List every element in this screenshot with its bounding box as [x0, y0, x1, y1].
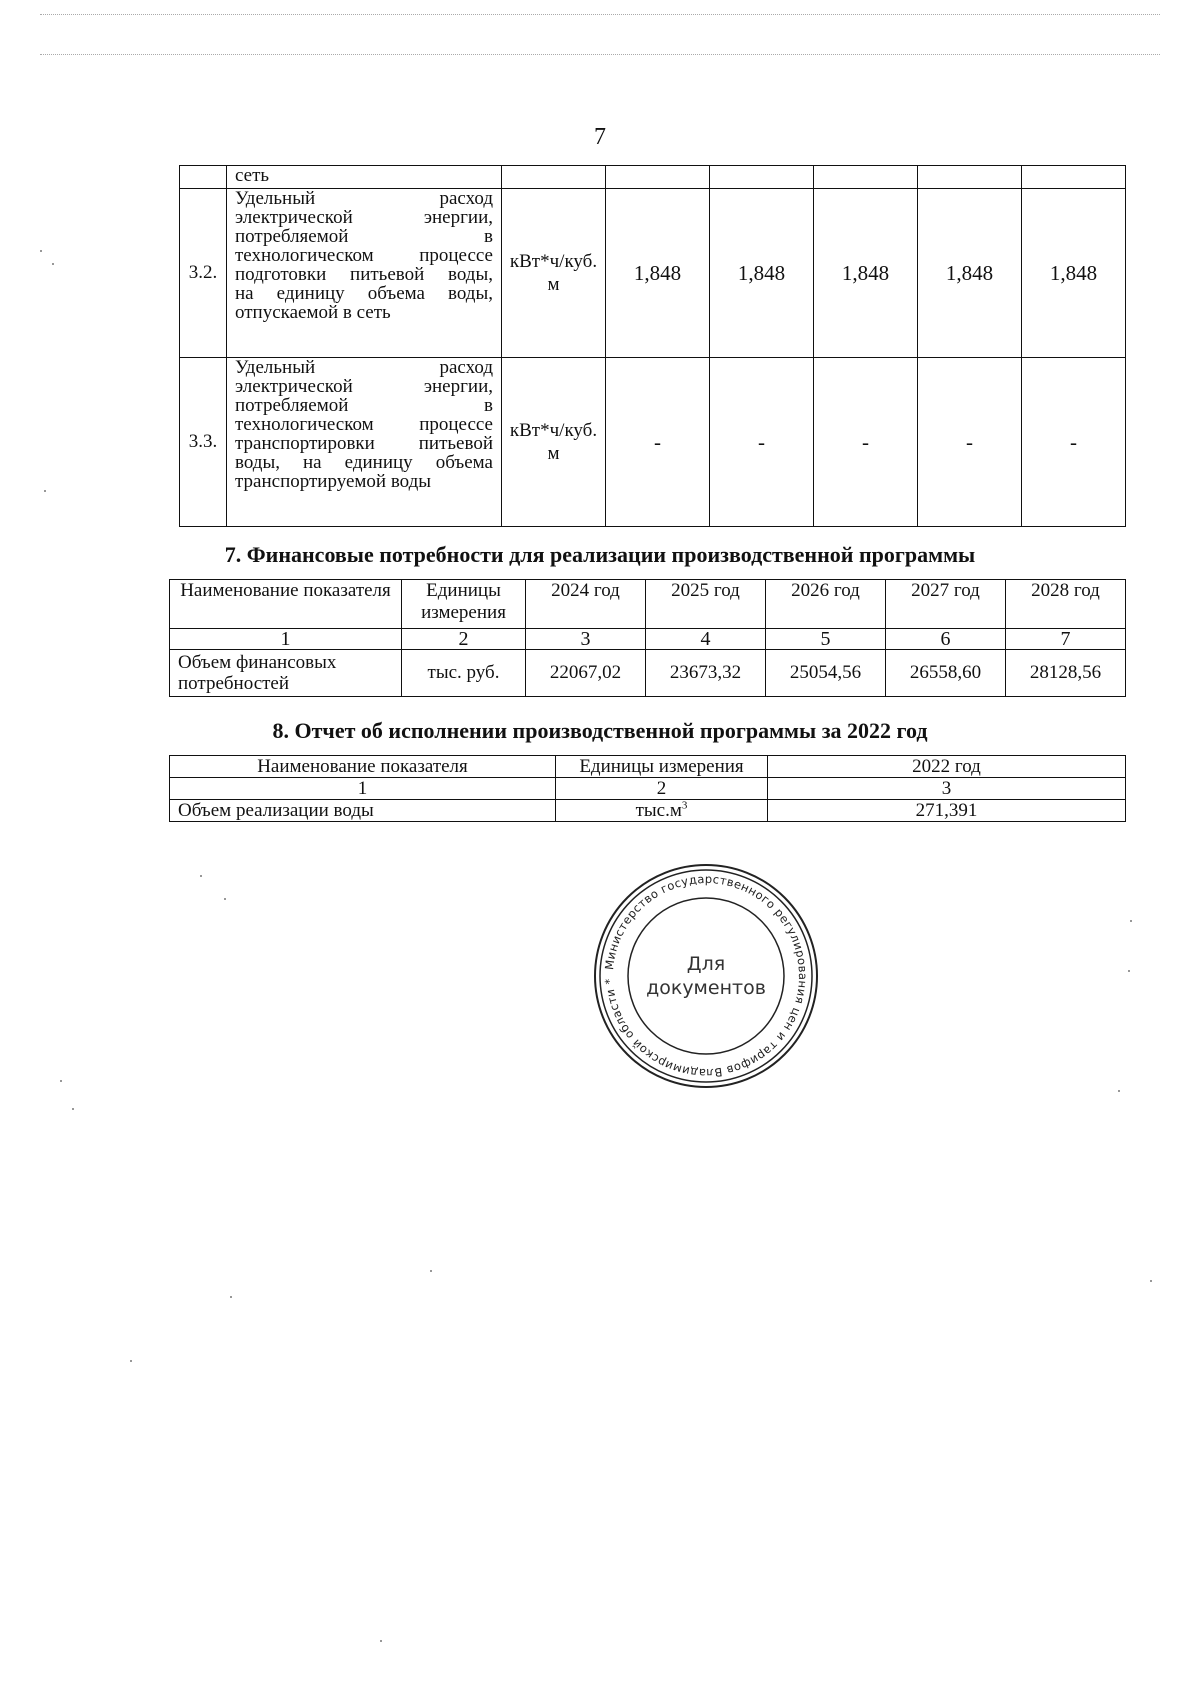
value-cell [814, 166, 918, 189]
scan-speck [60, 1080, 62, 1082]
value-cell: 26558,60 [886, 650, 1006, 697]
official-stamp [592, 862, 820, 1090]
column-header: 2027 год [886, 580, 1006, 629]
table-header-row [170, 756, 1126, 778]
indicator-name: сеть [227, 166, 502, 189]
indicator-name-line: электрической энергии, [235, 376, 493, 397]
column-number: 5 [766, 629, 886, 650]
value-cell: 1,848 [710, 189, 814, 358]
scan-speck [1118, 1090, 1120, 1092]
scan-speck [1150, 1280, 1152, 1282]
scan-speck [230, 1296, 232, 1298]
section-8-title: 8. Отчет об исполнении производственной программы за 2022 год [272, 718, 928, 743]
stamp-inner-ring [628, 898, 784, 1054]
column-number: 6 [886, 629, 1006, 650]
stamp-center-line2: документов [646, 977, 766, 999]
value-cell: 1,848 [606, 189, 710, 358]
table-header-row [170, 580, 1126, 629]
indicator-name-line: транспортируемой воды [235, 471, 432, 492]
indicators-table [179, 165, 1126, 527]
indicator-name-line: технологическом процессе [235, 414, 493, 435]
indicator-name: Объем финансовых потребностей [170, 650, 402, 697]
column-number: 2 [556, 778, 768, 800]
scan-speck [380, 1640, 382, 1642]
table-row [180, 189, 1126, 358]
value-cell: 28128,56 [1006, 650, 1126, 697]
page-number: 7 [594, 124, 606, 150]
scan-speck [224, 898, 226, 900]
indicator-name-line: воды, на единицу объема [235, 452, 493, 473]
value-cell [918, 166, 1022, 189]
indicator-name-line: технологическом процессе [235, 245, 493, 266]
indicator-name-line: транспортировки питьевой [235, 433, 493, 454]
scan-speck [72, 1108, 74, 1110]
column-number: 4 [646, 629, 766, 650]
table-row [170, 650, 1126, 697]
table-row [180, 166, 1126, 189]
column-header: Единицы измерения [402, 580, 526, 629]
value-cell: 25054,56 [766, 650, 886, 697]
value-cell: - [814, 358, 918, 527]
value-cell: - [606, 358, 710, 527]
column-header: 2028 год [1006, 580, 1126, 629]
column-header: 2026 год [766, 580, 886, 629]
value-cell: 1,848 [1022, 189, 1126, 358]
section-7-title: 7. Финансовые потребности для реализации производственной программы [224, 542, 976, 567]
scan-speck [1128, 970, 1130, 972]
value-cell [606, 166, 710, 189]
column-number: 3 [768, 778, 1126, 800]
scan-artifact-line [40, 54, 1160, 55]
indicator-name-line: электрической энергии, [235, 207, 493, 228]
column-number: 1 [170, 778, 556, 800]
scan-speck [430, 1270, 432, 1272]
stamp-center-line1: Для [686, 953, 726, 975]
scan-speck [130, 1360, 132, 1362]
scan-speck [40, 250, 42, 252]
indicator-name [227, 189, 502, 358]
indicator-name-line: потребляемой в [235, 395, 493, 416]
indicator-name-line: Удельный расход [235, 188, 493, 209]
column-header: Единицы измерения [556, 756, 768, 778]
unit-cell: кВт*ч/куб.м [502, 189, 606, 358]
scan-speck [1130, 920, 1132, 922]
scan-speck [44, 490, 46, 492]
value-cell: 22067,02 [526, 650, 646, 697]
table-row [170, 800, 1126, 822]
value-cell: 1,848 [918, 189, 1022, 358]
scan-artifact-line [40, 14, 1160, 15]
column-number-row [170, 629, 1126, 650]
unit-text: тыс.м [635, 800, 682, 821]
indicator-name [227, 358, 502, 527]
program-report-table [169, 755, 1126, 822]
row-number: 3.2. [180, 189, 227, 358]
column-header: Наименование показателя [170, 580, 402, 629]
scan-speck [52, 263, 54, 265]
financial-needs-table [169, 579, 1126, 697]
row-number [180, 166, 227, 189]
column-number: 7 [1006, 629, 1126, 650]
value-cell: - [918, 358, 1022, 527]
column-number: 2 [402, 629, 526, 650]
column-number: 1 [170, 629, 402, 650]
column-number: 3 [526, 629, 646, 650]
unit-cell [556, 800, 768, 822]
row-number: 3.3. [180, 358, 227, 527]
value-cell: - [1022, 358, 1126, 527]
indicator-name-line: потребляемой в [235, 226, 493, 247]
indicator-name-line: отпускаемой в сеть [235, 302, 391, 323]
stamp-ring-textpath: Министерство государственного регулирования цен и тарифов Владимирской области * [602, 871, 811, 1081]
value-cell: 1,848 [814, 189, 918, 358]
indicator-name-line: подготовки питьевой воды, [235, 264, 493, 285]
column-header: 2024 год [526, 580, 646, 629]
unit-cell: тыс. руб. [402, 650, 526, 697]
unit-superscript: 3 [681, 799, 688, 812]
stamp-ring-text [602, 872, 810, 1080]
column-header: 2025 год [646, 580, 766, 629]
value-cell: - [710, 358, 814, 527]
unit-cell [502, 166, 606, 189]
value-cell: 271,391 [768, 800, 1126, 822]
column-header: 2022 год [768, 756, 1126, 778]
column-number-row [170, 778, 1126, 800]
scan-speck [200, 875, 202, 877]
column-header: Наименование показателя [170, 756, 556, 778]
indicator-name-line: на единицу объема воды, [235, 283, 493, 304]
table-row [180, 358, 1126, 527]
unit-cell: кВт*ч/куб.м [502, 358, 606, 527]
stamp-outer-ring-inner [600, 870, 812, 1082]
indicator-name: Объем реализации воды [170, 800, 556, 822]
value-cell [710, 166, 814, 189]
value-cell [1022, 166, 1126, 189]
indicator-name-line: Удельный расход [235, 357, 493, 378]
value-cell: 23673,32 [646, 650, 766, 697]
